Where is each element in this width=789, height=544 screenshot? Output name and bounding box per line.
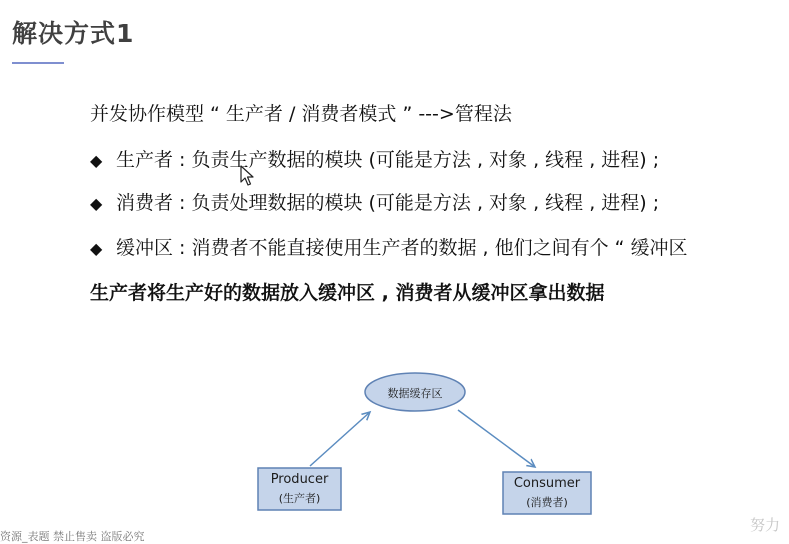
diamond-bullet-icon: ◆ bbox=[90, 151, 103, 170]
slide-title: 解决方式1 bbox=[12, 19, 135, 48]
diamond-bullet-icon: ◆ bbox=[90, 239, 103, 258]
intro-text: 并发协作模型 “ 生产者 / 消费者模式 ” --->管程法 bbox=[90, 103, 512, 125]
consumer-label: Consumer bbox=[513, 476, 581, 491]
watermark: 努力 bbox=[750, 516, 781, 534]
buffer-label: 数据缓存区 bbox=[387, 387, 443, 400]
bullet-consumer-text: 消费者 : 负责处理数据的模块 (可能是方法 , 对象 , 线程 , 进程) ; bbox=[116, 192, 660, 214]
footer-notice: 资源_表题 禁止售卖 盗版必究 bbox=[0, 530, 145, 543]
summary-text: 生产者将生产好的数据放入缓冲区 , 消费者从缓冲区拿出数据 bbox=[90, 282, 605, 304]
consumer-sublabel: (消费者) bbox=[526, 496, 568, 509]
buffer-to-consumer-arrow bbox=[458, 410, 535, 467]
diamond-bullet-icon: ◆ bbox=[90, 194, 103, 213]
bullet-buffer-text: 缓冲区 : 消费者不能直接使用生产者的数据 , 他们之间有个 “ 缓冲区 bbox=[116, 237, 688, 259]
producer-label: Producer bbox=[270, 472, 329, 487]
bullet-producer-text: 生产者 : 负责生产数据的模块 (可能是方法 , 对象 , 线程 , 进程) ; bbox=[116, 149, 660, 171]
producer-to-buffer-arrow bbox=[310, 412, 370, 466]
producer-sublabel: (生产者) bbox=[278, 492, 321, 505]
